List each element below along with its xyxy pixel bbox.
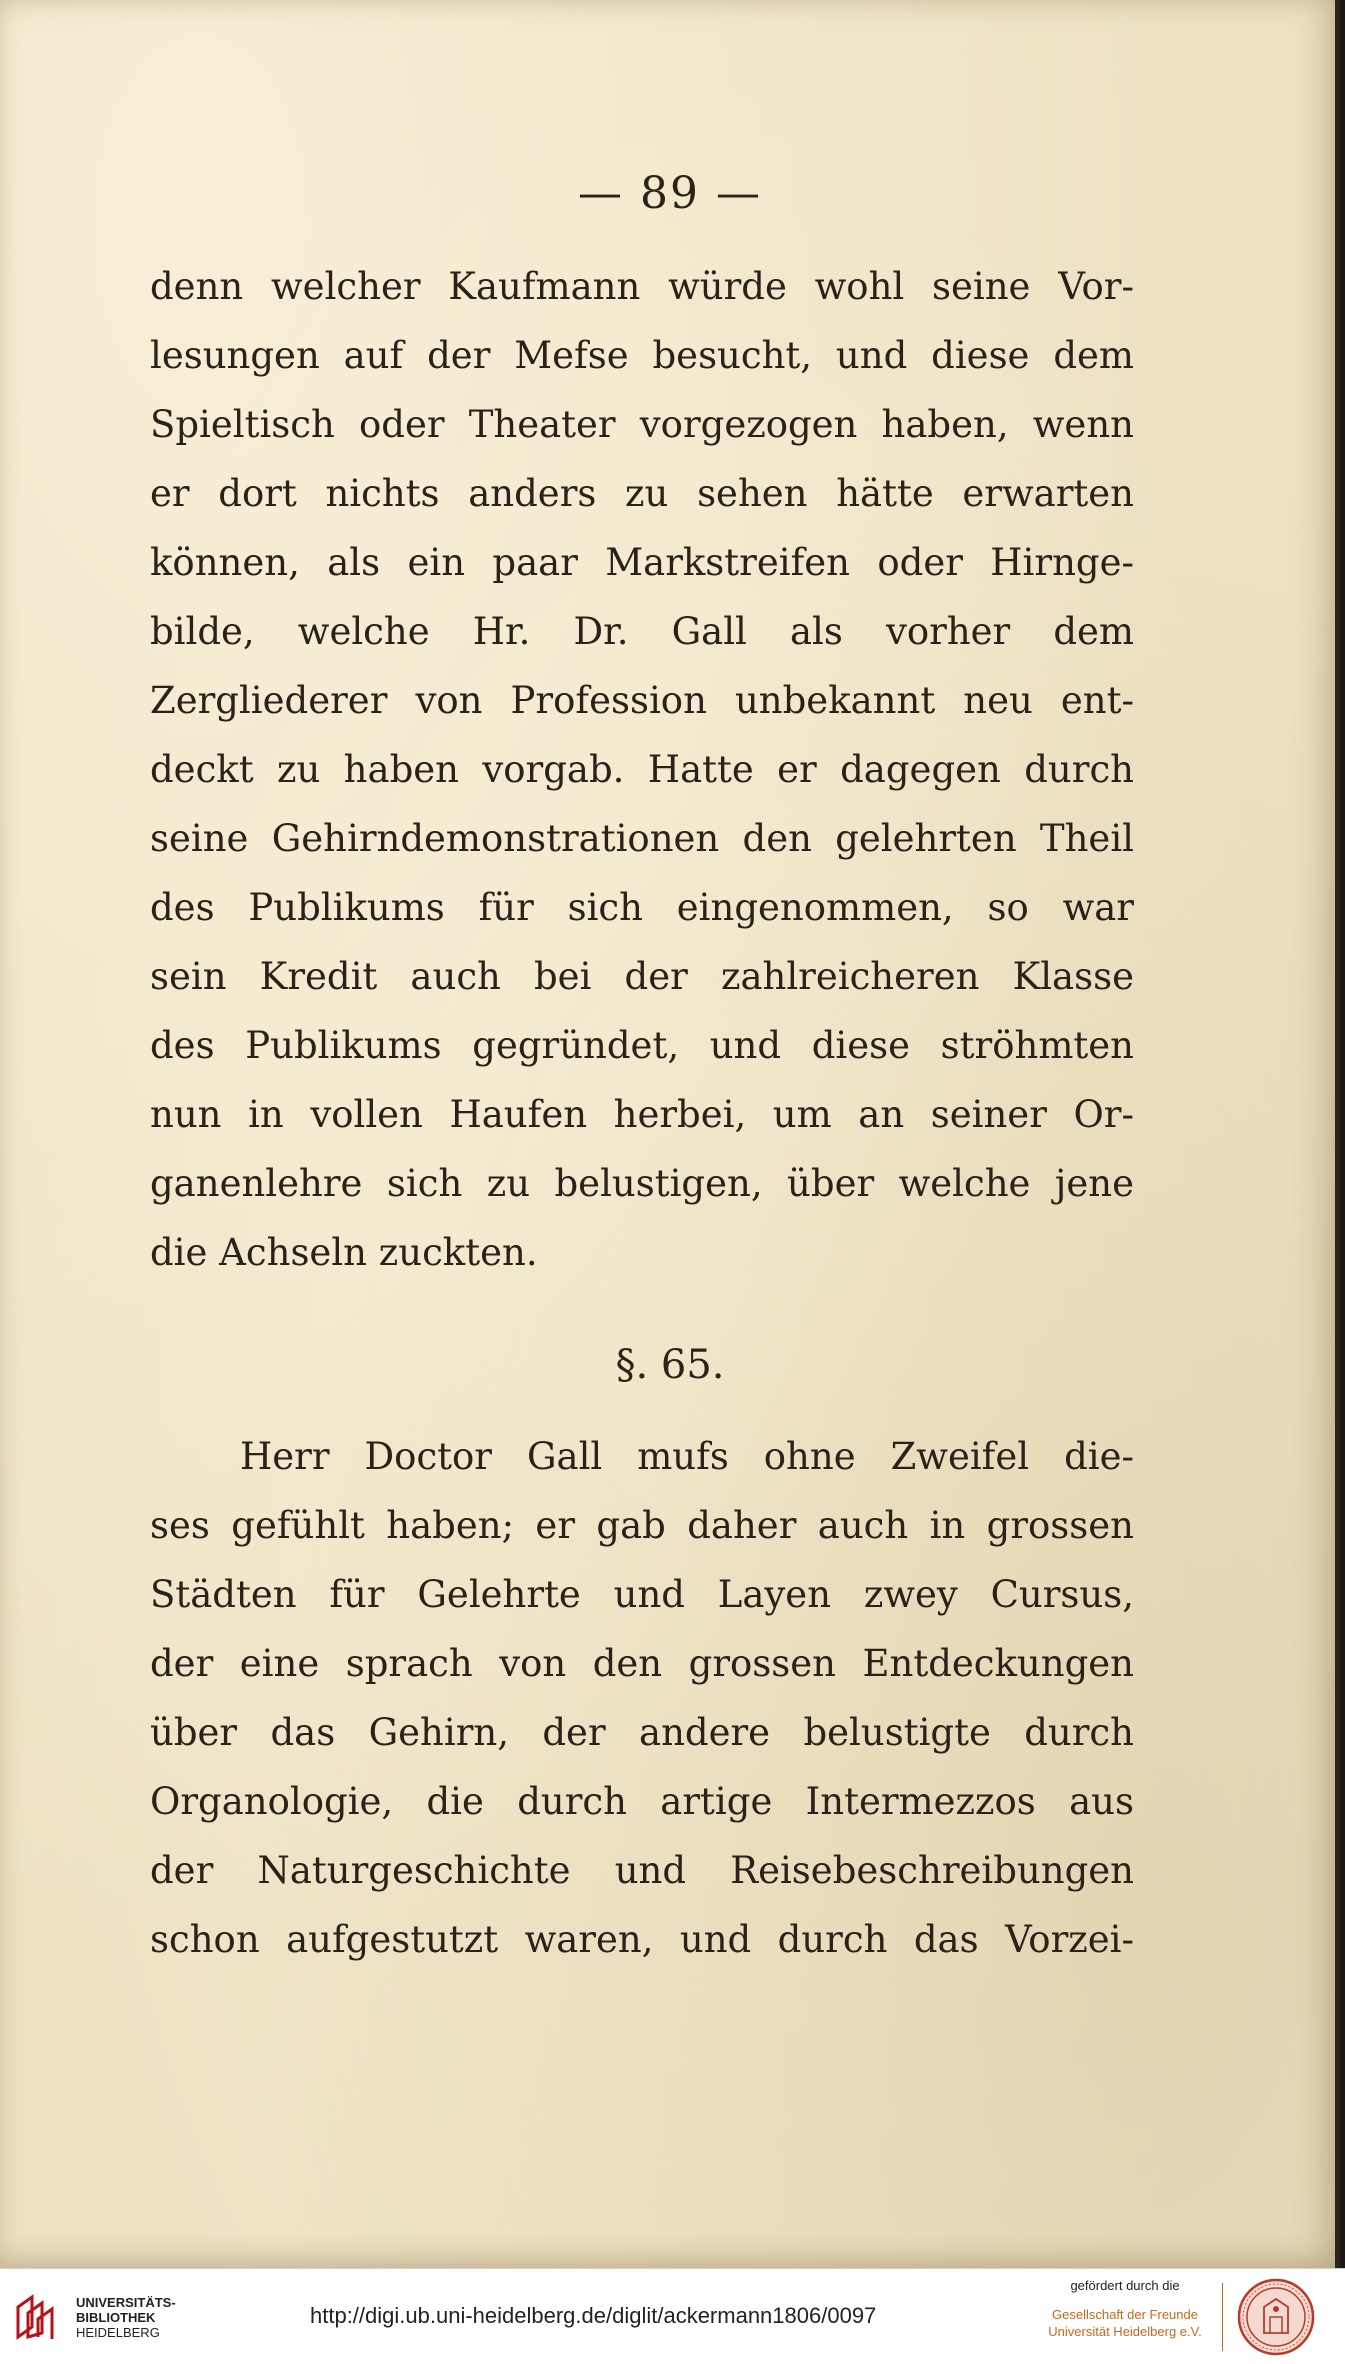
text-line: denn welcher Kaufmann würde wohl seine Vor- xyxy=(150,265,1134,308)
text-line: er dort nichts anders zu sehen hätte erwarten xyxy=(150,472,1134,515)
footer-bar xyxy=(0,2268,1345,2364)
sponsor-label: gefördert durch die xyxy=(1070,2278,1180,2293)
text-line: sein Kredit auch bei der zahlreicheren Klasse xyxy=(150,955,1134,998)
text-line: können, als ein paar Markstreifen oder Hirnge- xyxy=(150,541,1134,584)
text-line: ses gefühlt haben; er gab daher auch in grossen xyxy=(150,1504,1134,1547)
text-line: lesungen auf der Mefse besucht, und diese dem xyxy=(150,334,1134,377)
text-line: bilde, welche Hr. Dr. Gall als vorher dem xyxy=(150,610,1134,653)
text-line: schon aufgestutzt waren, und durch das Vorzei- xyxy=(150,1918,1134,1961)
text-line: Spieltisch oder Theater vorgezogen haben, wenn xyxy=(150,403,1134,446)
sponsor-org-line[interactable]: Universität Heidelberg e.V. xyxy=(1048,2324,1202,2339)
library-name-line: BIBLIOTHEK xyxy=(76,2310,156,2325)
text-line: Herr Doctor Gall mufs ohne Zweifel die- xyxy=(240,1435,1134,1478)
footer-divider xyxy=(1222,2283,1223,2351)
page-number: — 89 — xyxy=(578,168,762,219)
text-line: der eine sprach von den grossen Entdeckungen xyxy=(150,1642,1134,1685)
text-line: nun in vollen Haufen herbei, um an seiner Or- xyxy=(150,1093,1134,1136)
text-line: des Publikums für sich eingenommen, so war xyxy=(150,886,1134,929)
text-line: die Achseln zuckten. xyxy=(150,1231,538,1274)
university-seal-icon[interactable] xyxy=(1236,2277,1316,2357)
text-line: der Naturgeschichte und Reisebeschreibungen xyxy=(150,1849,1134,1892)
text-line: deckt zu haben vorgab. Hatte er dagegen durch xyxy=(150,748,1134,791)
permalink-url[interactable]: http://digi.ub.uni-heidelberg.de/diglit/ackermann1806/0097 xyxy=(310,2303,877,2328)
text-line: seine Gehirndemonstrationen den gelehrten Theil xyxy=(150,817,1134,860)
paragraph-2 xyxy=(150,1422,1134,1974)
section-heading: §. 65. xyxy=(615,1342,725,1388)
paragraph-1 xyxy=(150,252,1134,1287)
sponsor-org-line[interactable]: Gesellschaft der Freunde xyxy=(1052,2307,1198,2322)
ub-heidelberg-logo-icon[interactable] xyxy=(14,2293,62,2341)
text-line: Organologie, die durch artige Intermezzos aus xyxy=(150,1780,1134,1823)
library-name-line: UNIVERSITÄTS- xyxy=(76,2295,176,2310)
text-line: über das Gehirn, der andere belustigte durch xyxy=(150,1711,1134,1754)
sponsor-credit xyxy=(1040,2277,1210,2340)
library-name-line: HEIDELBERG xyxy=(76,2325,160,2340)
text-line: ganenlehre sich zu belustigen, über welche jene xyxy=(150,1162,1134,1205)
page-edge xyxy=(1335,0,1340,2268)
text-line: Zergliederer von Profession unbekannt neu ent- xyxy=(150,679,1134,722)
library-name xyxy=(76,2295,176,2340)
text-line: Städten für Gelehrte und Layen zwey Cursus, xyxy=(150,1573,1134,1616)
text-line: des Publikums gegründet, und diese ströhmten xyxy=(150,1024,1134,1067)
